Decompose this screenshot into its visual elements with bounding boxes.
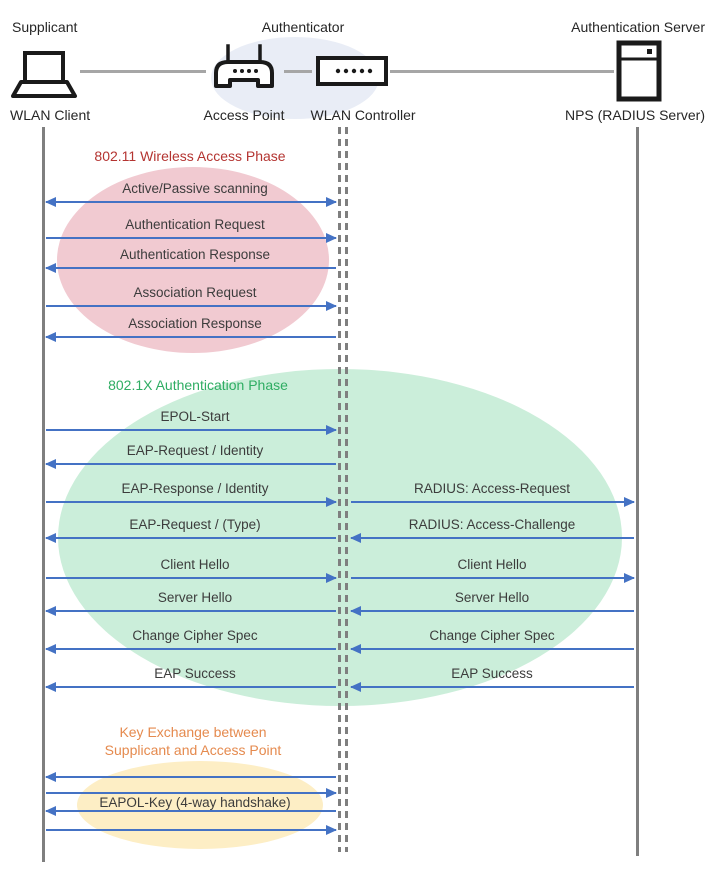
message-arrow-left (351, 648, 634, 650)
message-label: Authentication Request (125, 217, 265, 232)
message-label: EPOL-Start (160, 409, 230, 424)
controller-switch-icon (316, 56, 388, 91)
device-wlan-client: WLAN Client (10, 107, 91, 123)
connector-controller-to-server (390, 70, 614, 73)
message-label: EAP-Response / Identity (121, 481, 269, 496)
role-authenticator: Authenticator (261, 19, 345, 35)
message-arrow-left (46, 776, 336, 778)
message-label: Change Cipher Spec (429, 628, 555, 643)
wireless-router-icon (208, 42, 280, 99)
lifeline-radius-server (636, 127, 639, 856)
message-arrow-right (46, 829, 336, 831)
message-arrow-right (46, 429, 336, 431)
message-label: EAP Success (451, 666, 533, 681)
message-arrow-left (46, 336, 336, 338)
message-label: EAPOL-Key (4-way handshake) (99, 795, 291, 810)
phase2-title: 802.1X Authentication Phase (108, 377, 288, 393)
message-label: Server Hello (157, 590, 233, 605)
device-radius-server: NPS (RADIUS Server) (564, 107, 705, 123)
message-arrow-right (46, 577, 336, 579)
message-arrow-left (351, 610, 634, 612)
message-arrow-left (351, 686, 634, 688)
role-authentication-server: Authentication Server (571, 19, 705, 35)
message-arrow-right (46, 237, 336, 239)
device-wlan-controller: WLAN Controller (310, 107, 416, 123)
message-label: Association Request (133, 285, 257, 300)
connector-ap-to-controller (284, 70, 312, 73)
message-arrow-left (46, 610, 336, 612)
phase1-title: 802.11 Wireless Access Phase (94, 148, 286, 164)
lifeline-wlan-client (42, 127, 45, 862)
message-label: EAP Success (154, 666, 236, 681)
connector-client-to-ap (80, 70, 206, 73)
message-arrow-right (46, 501, 336, 503)
message-label: Change Cipher Spec (132, 628, 258, 643)
server-icon (616, 40, 662, 107)
message-arrow-left (46, 463, 336, 465)
lifeline-authenticator-right (345, 127, 348, 852)
device-access-point: Access Point (203, 107, 285, 123)
message-label: Active/Passive scanning (122, 181, 268, 196)
message-arrow-left (46, 537, 336, 539)
message-arrow-right (46, 305, 336, 307)
message-label: Client Hello (160, 557, 230, 572)
message-arrow-left (46, 686, 336, 688)
message-arrow-left (46, 267, 336, 269)
message-label: Client Hello (457, 557, 527, 572)
message-label: Association Response (128, 316, 262, 331)
message-label: EAP-Request / (Type) (129, 517, 261, 532)
message-arrow-left (46, 648, 336, 650)
message-arrow-right (46, 792, 336, 794)
message-arrow-right (351, 577, 634, 579)
message-label: Authentication Response (119, 247, 271, 262)
laptop-icon (8, 50, 80, 107)
lifeline-authenticator-left (338, 127, 341, 852)
message-arrow-left (351, 537, 634, 539)
phase3-title: Key Exchange between Supplicant and Access Point (104, 724, 282, 758)
role-supplicant: Supplicant (12, 19, 78, 35)
message-arrow-both (46, 201, 336, 203)
message-label: EAP-Request / Identity (126, 443, 264, 458)
message-label: Server Hello (454, 590, 530, 605)
message-label: RADIUS: Access-Request (413, 481, 571, 496)
message-arrow-right (351, 501, 634, 503)
message-label: RADIUS: Access-Challenge (408, 517, 576, 532)
